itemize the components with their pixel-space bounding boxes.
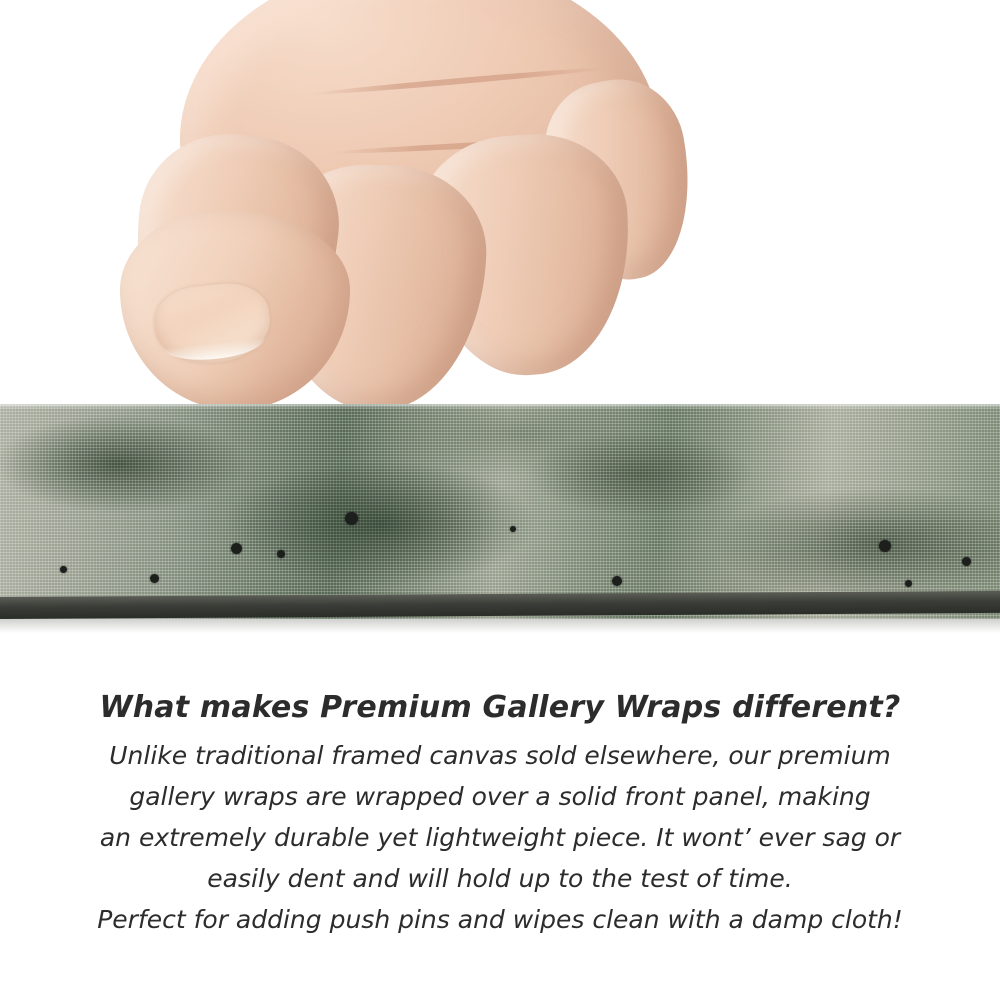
caption-line: easily dent and will hold up to the test of time.: [207, 864, 793, 893]
paint-speck: [612, 576, 622, 586]
canvas-edge-strip: [0, 404, 1000, 619]
paint-speck: [879, 540, 891, 552]
canvas-drop-shadow: [0, 619, 1000, 633]
hand-illustration: [120, 0, 680, 430]
caption-block: [0, 690, 1000, 940]
knuckle-crease: [310, 65, 609, 97]
paint-speck: [345, 512, 358, 525]
paint-speck: [277, 550, 285, 558]
caption-line: gallery wraps are wrapped over a solid front panel, making: [129, 782, 871, 811]
paint-speck: [510, 526, 516, 532]
caption-line: Perfect for adding push pins and wipes clean with a damp cloth!: [97, 905, 903, 934]
paint-speck: [231, 543, 242, 554]
caption-line: Unlike traditional framed canvas sold elsewhere, our premium: [109, 741, 891, 770]
paint-speck: [60, 566, 67, 573]
caption-body: [0, 735, 1000, 940]
paint-speck: [150, 574, 159, 583]
paint-speck: [962, 557, 971, 566]
caption-heading: What makes Premium Gallery Wraps different?: [99, 690, 901, 725]
canvas-weave-overlay: [0, 404, 1000, 619]
canvas-top-highlight: [0, 404, 1000, 409]
paint-speck: [905, 580, 912, 587]
caption-line: an extremely durable yet lightweight piece. It wont’ ever sag or: [99, 823, 901, 852]
